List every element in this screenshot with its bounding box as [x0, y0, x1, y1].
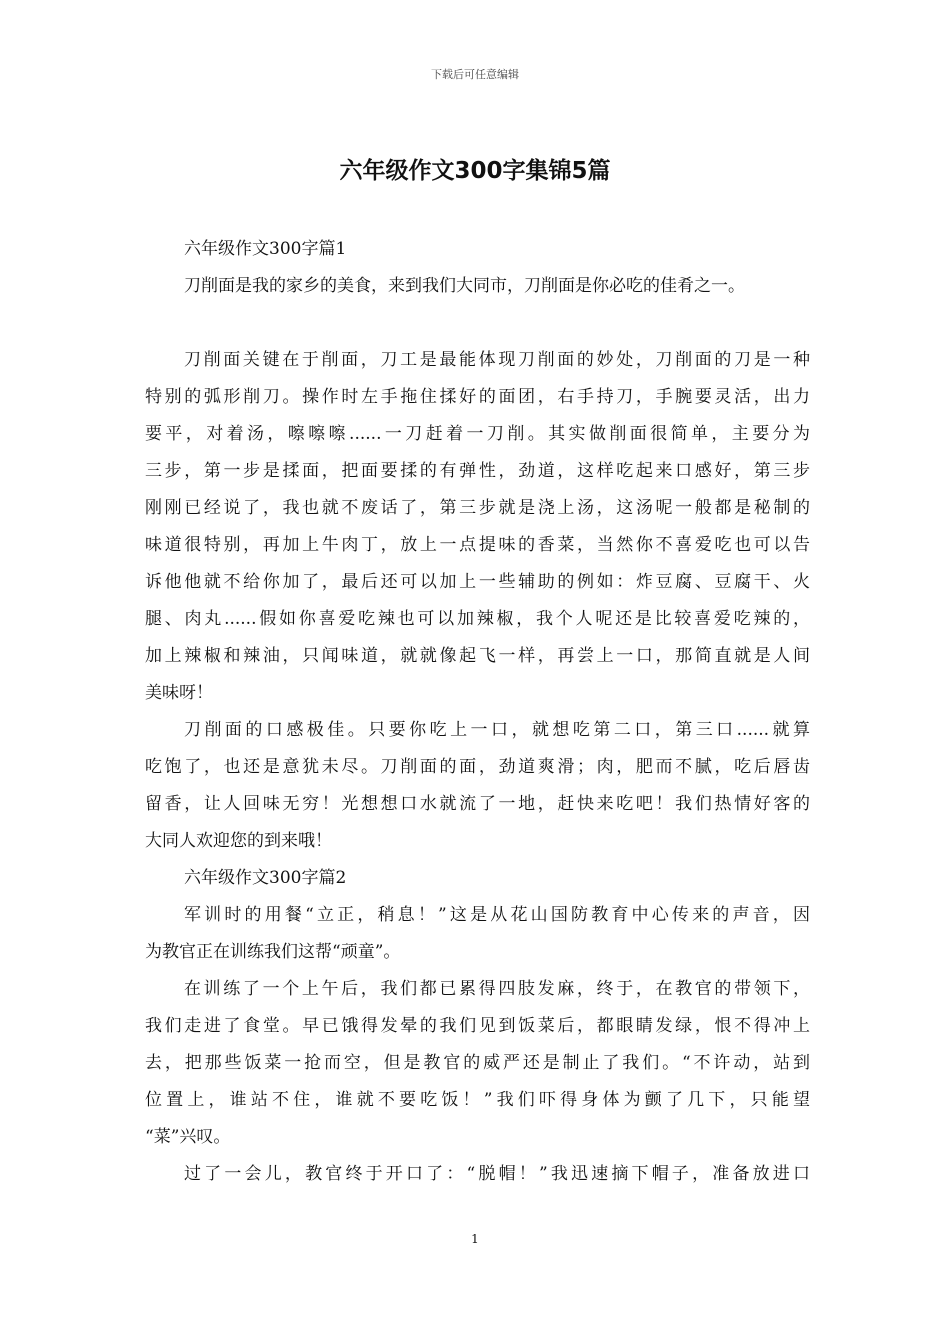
document-title: 六年级作文300字集锦5篇: [339, 158, 611, 184]
header-note: 下载后可任意编辑: [431, 68, 519, 81]
text-line: 诉他他就不给你加了，最后还可以加上一些辅助的例如：炸豆腐、豆腐干、火: [145, 572, 810, 592]
text-line: 美味呀！: [145, 683, 213, 703]
text-line: “菜”兴叹。: [145, 1127, 231, 1147]
text-line: 腿、肉丸......假如你喜爱吃辣也可以加辣椒，我个人呢还是比较喜爱吃辣的，: [145, 609, 810, 629]
text-line: 特别的弧形削刀。操作时左手拖住揉好的面团，右手持刀，手腕要灵活，出力: [145, 387, 810, 407]
text-line: 刀削面是我的家乡的美食，来到我们大同市，刀削面是你必吃的佳肴之一。: [184, 276, 745, 296]
text-line: 留香，让人回味无穷！光想想口水就流了一地，赶快来吃吧！我们热情好客的: [145, 794, 810, 814]
text-line: 三步，第一步是揉面，把面要揉的有弹性，劲道，这样吃起来口感好，第三步: [145, 461, 810, 481]
text-line: 过了一会儿，教官终于开口了：“脱帽！”我迅速摘下帽子，准备放进口: [184, 1164, 810, 1184]
text-line: 味道很特别，再加上牛肉丁，放上一点提味的香菜，当然你不喜爱吃也可以告: [145, 535, 810, 555]
text-line: 去，把那些饭菜一抢而空，但是教官的威严还是制止了我们。“不许动，站到: [145, 1053, 810, 1073]
text-line: 在训练了一个上午后，我们都已累得四肢发麻，终于，在教官的带领下，: [184, 979, 810, 999]
text-line: 六年级作文300字篇1: [184, 239, 347, 259]
text-line: 刀削面的口感极佳。只要你吃上一口，就想吃第二口，第三口......就算: [184, 720, 810, 740]
text-line: 军训时的用餐“立正，稍息！”这是从花山国防教育中心传来的声音，因: [184, 905, 810, 925]
blank-line: [145, 305, 810, 342]
text-line: 为教官正在训练我们这帮“顽童”。: [145, 942, 401, 962]
text-line: 位置上，谁站不住，谁就不要吃饭！”我们吓得身体为颤了几下，只能望: [145, 1090, 810, 1110]
text-line: 我们走进了食堂。早已饿得发晕的我们见到饭菜后，都眼睛发绿，恨不得冲上: [145, 1016, 810, 1036]
document-body: [145, 231, 810, 1193]
text-line: 吃饱了，也还是意犹未尽。刀削面的面，劲道爽滑；肉，肥而不腻，吃后唇齿: [145, 757, 810, 777]
text-line: 六年级作文300字篇2: [184, 868, 347, 888]
text-line: 刀削面关键在于削面，刀工是最能体现刀削面的妙处，刀削面的刀是一种: [184, 350, 810, 370]
text-line: 刚刚已经说了，我也就不废话了，第三步就是浇上汤，这汤呢一般都是秘制的: [145, 498, 810, 518]
text-line: 要平，对着汤，嚓嚓嚓......一刀赶着一刀削。其实做削面很简单，主要分为: [145, 424, 810, 444]
page-number: 1: [471, 1232, 479, 1246]
text-line: 加上辣椒和辣油，只闻味道，就就像起飞一样，再尝上一口，那简直就是人间: [145, 646, 810, 666]
text-line: 大同人欢迎您的到来哦！: [145, 831, 332, 851]
